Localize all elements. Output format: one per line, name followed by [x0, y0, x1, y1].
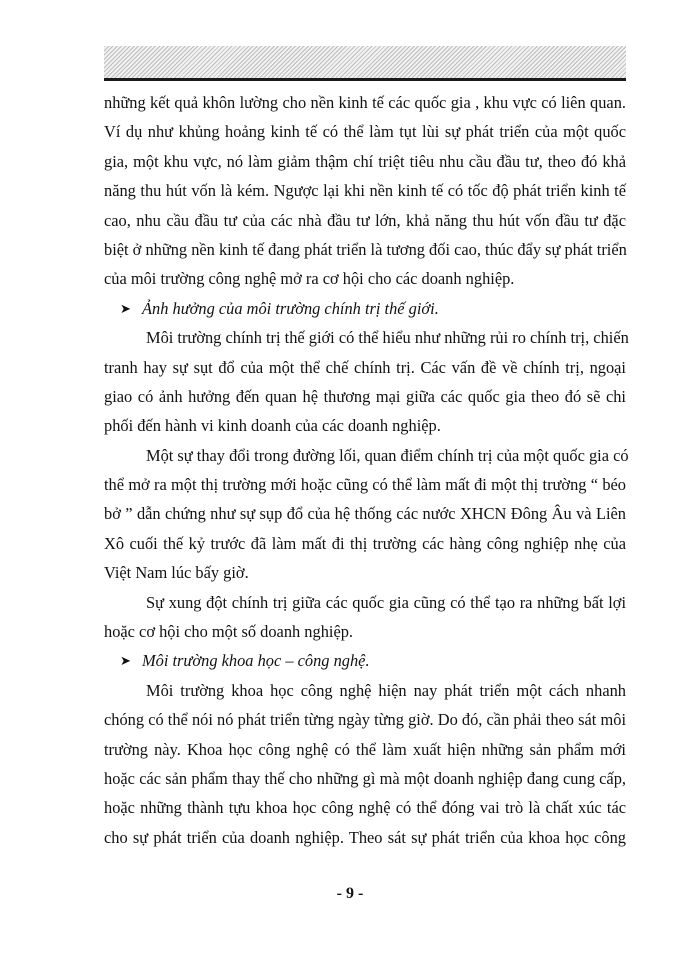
text-line: giao có ảnh hưởng đến quan hệ thương mại giữa các quốc gia theo đó sẽ chi: [104, 386, 626, 406]
text-line: Xô cuối thế kỷ trước đã làm mất đi thị trường các hàng công nghiệp nhẹ của: [104, 533, 626, 553]
text-line: Sự xung đột chính trị giữa các quốc gia cũng có thể tạo ra những bất lợi: [146, 592, 626, 612]
text-line: hoặc các sản phẩm thay thế cho những gì mà một doanh nghiệp đang cung cấp,: [104, 768, 626, 788]
text-line: biệt ở những nền kinh tế đang phát triển là tương đối cao, thúc đẩy sự phát triển: [104, 239, 627, 259]
section-heading-text: Môi trường khoa học – công nghệ.: [142, 651, 370, 671]
text-line: chóng có thể nói nó phát triển từng ngày từng giờ. Do đó, cần phải theo sát môi: [104, 710, 626, 730]
text-line: trường này. Khoa học công nghệ có thể làm xuất hiện những sản phẩm mới: [104, 739, 626, 759]
text-line: bở ” dẫn chứng như sự sụp đổ của hệ thống các nước XHCN Đông Âu và Liên: [104, 504, 626, 524]
arrow-bullet-icon: ➤: [120, 653, 131, 669]
paragraph-economic-impact: [104, 88, 626, 294]
arrow-bullet-icon: ➤: [120, 300, 131, 316]
page-header-rule: [104, 78, 626, 81]
section-heading-text: Ảnh hưởng của môi trường chính trị thế giới.: [142, 298, 439, 318]
text-line: phối đến hành vi kinh doanh của các doanh nghiệp.: [104, 416, 441, 436]
text-line: thể mở ra một thị trường mới hoặc cũng có thể làm mất đi một thị trường “ béo: [104, 475, 626, 495]
text-line: Ví dụ như khủng hoảng kinh tế có thể làm tụt lùi sự phát triển của một quốc: [104, 122, 626, 142]
text-line: những kết quả khôn lường cho nền kinh tế các quốc gia , khu vực có liên quan.: [104, 93, 626, 112]
text-line: Một sự thay đổi trong đường lối, quan điểm chính trị của một quốc gia có: [146, 445, 629, 465]
text-line: hoặc cơ hội cho một số doanh nghiệp.: [104, 622, 354, 642]
text-line: Môi trường khoa học công nghệ hiện nay phát triển một cách nhanh: [146, 680, 626, 700]
paragraph-technology-environment: [104, 676, 626, 852]
paragraph-political-conflict: [104, 588, 626, 647]
page-body: [104, 88, 629, 852]
text-line: tranh hay sự sụt đổ của một thể chế chính trị. Các vấn đề về chính trị, ngoại: [104, 357, 626, 377]
page-header-pattern: [104, 46, 626, 78]
text-line: năng thu hút vốn là kém. Ngược lại khi nền kinh tế có tốc độ phát triển kinh tế: [104, 181, 626, 201]
section-heading-technology: [104, 646, 626, 675]
text-line: Môi trường chính trị thế giới có thể hiểu như những rủi ro chính trị, chiến: [146, 328, 629, 348]
text-line: cho sự phát triển của doanh nghiệp. Theo sát sự phát triển của khoa học công: [104, 827, 626, 847]
paragraph-political-environment: [104, 323, 629, 441]
text-line: hoặc những thành tựu khoa học công nghệ có thể đóng vai trò là chất xúc tác: [104, 798, 626, 818]
section-heading-politics: [104, 294, 626, 323]
text-line: cao, nhu cầu đầu tư của các nhà đầu tư lớn, khả năng thu hút vốn đầu tư đặc: [104, 210, 626, 230]
page-number: - 9 -: [336, 885, 364, 902]
text-line: gia, một khu vực, nó làm giảm thậm chí triệt tiêu nhu cầu đầu tư, theo đó khả: [104, 151, 626, 171]
text-line: Việt Nam lúc bấy giờ.: [104, 563, 249, 583]
paragraph-political-change: [104, 441, 629, 588]
text-line: của môi trường công nghệ mở ra cơ hội cho các doanh nghiệp.: [104, 269, 515, 289]
